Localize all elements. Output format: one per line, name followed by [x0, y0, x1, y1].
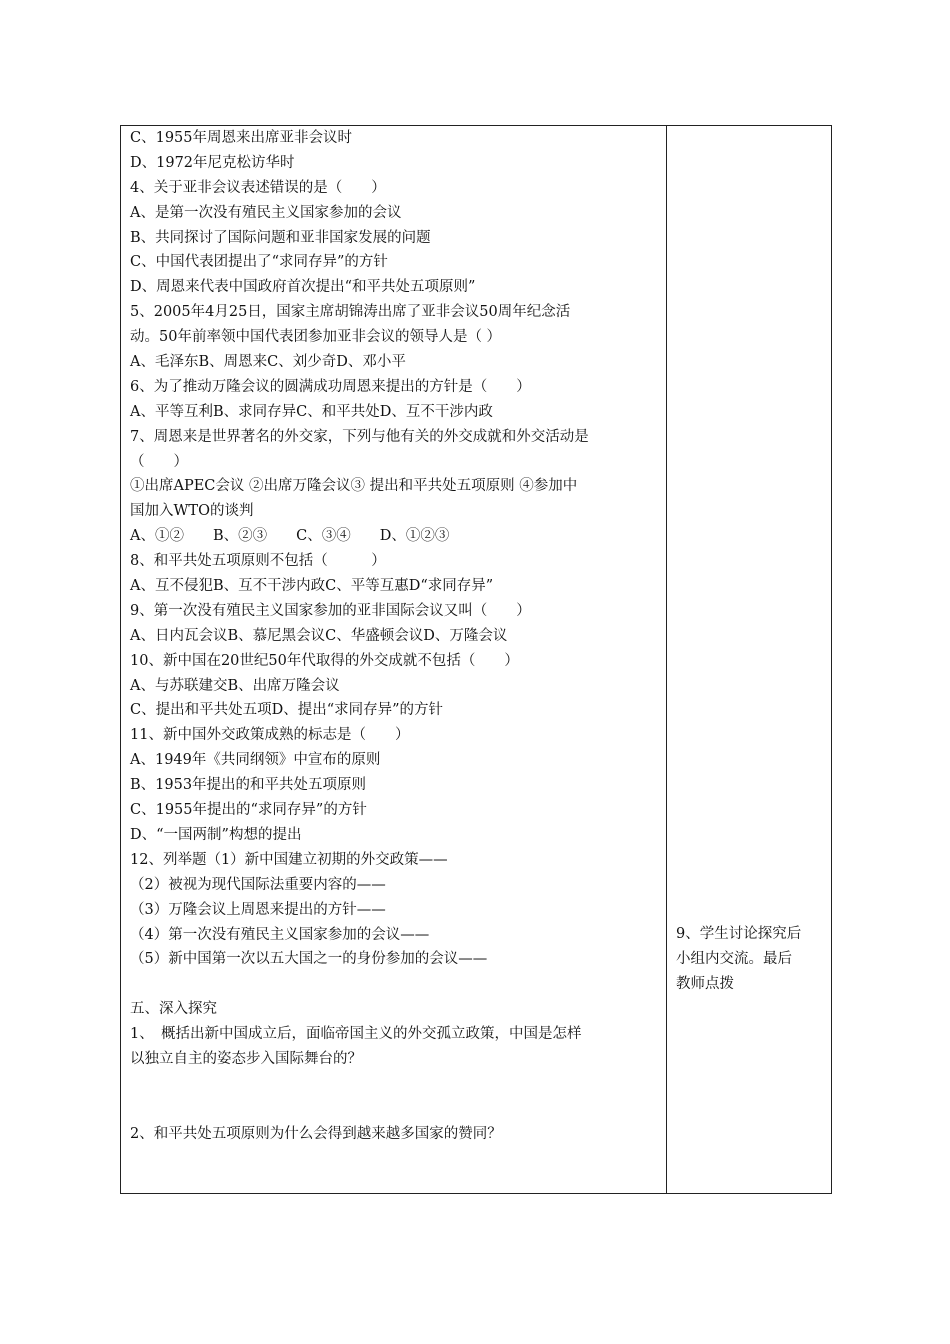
question-line: C、中国代表团提出了“求同存异”的方针 — [130, 254, 388, 271]
blank-line — [130, 972, 660, 997]
question-line: 五、深入探究 — [130, 1001, 217, 1018]
question-line: C、1955年提出的“求同存异”的方针 — [130, 802, 367, 819]
question-line: C、提出和平共处五项D、提出“求同存异”的方针 — [130, 702, 444, 719]
question-line: 11、新中国外交政策成熟的标志是（ ） — [130, 727, 410, 744]
question-line: B、1953年提出的和平共处五项原则 — [130, 777, 367, 794]
question-line: A、是第一次没有殖民主义国家参加的会议 — [130, 204, 402, 221]
blank-line — [130, 1072, 660, 1097]
question-line: 5、2005年4月25日，国家主席胡锦涛出席了亚非会议50周年纪念活 — [130, 304, 571, 321]
teacher-note-line: 9、学生讨论探究后 — [676, 926, 802, 942]
question-line: （ ） — [130, 453, 188, 470]
question-line: 2、和平共处五项原则为什么会得到越来越多国家的赞同？ — [130, 1125, 502, 1142]
question-line: D、1972年尼克松访华时 — [130, 154, 295, 171]
question-line: A、①② B、②③ C、③④ D、①②③ — [130, 528, 450, 545]
question-line: A、1949年《共同纲领》中宣布的原则 — [130, 752, 381, 769]
column-divider — [666, 126, 667, 1193]
question-line: 国加入WTO的谈判 — [130, 503, 254, 520]
blank-line — [130, 1097, 660, 1122]
question-line: 12、列举题（1）新中国建立初期的外交政策—— — [130, 851, 448, 868]
teacher-notes-column — [676, 922, 828, 997]
question-line: D、“一国两制”构想的提出 — [130, 826, 302, 843]
question-line: ①出席APEC会议 ②出席万隆会议③ 提出和平共处五项原则 ④参加中 — [130, 478, 578, 495]
question-line: 8、和平共处五项原则不包括（ ） — [130, 553, 386, 570]
question-line: （4）第一次没有殖民主义国家参加的会议—— — [130, 926, 430, 943]
question-line: D、周恩来代表中国政府首次提出“和平共处五项原则” — [130, 279, 476, 296]
questions-column — [130, 126, 660, 1147]
question-line: 9、第一次没有殖民主义国家参加的亚非国际会议又叫（ ） — [130, 602, 531, 619]
question-line: A、与苏联建交B、出席万隆会议 — [130, 677, 340, 694]
question-line: A、互不侵犯B、互不干涉内政C、平等互惠D“求同存异” — [130, 578, 494, 595]
question-line: 动。50年前率领中国代表团参加亚非会议的领导人是（ ） — [130, 329, 502, 346]
question-line: B、共同探讨了国际问题和亚非国家发展的问题 — [130, 229, 431, 246]
question-line: 6、为了推动万隆会议的圆满成功周恩来提出的方针是（ ） — [130, 378, 531, 395]
question-line: （5）新中国第一次以五大国之一的身份参加的会议—— — [130, 951, 488, 968]
question-line: （2）被视为现代国际法重要内容的—— — [130, 876, 386, 893]
teacher-note-line: 小组内交流。最后 — [676, 950, 792, 967]
question-line: C、1955年周恩来出席亚非会议时 — [130, 130, 352, 146]
question-line: A、平等互利B、求同存异C、和平共处D、互不干涉内政 — [130, 403, 493, 420]
question-line: 以独立自主的姿态步入国际舞台的？ — [130, 1050, 362, 1067]
question-line: 4、关于亚非会议表述错误的是（ ） — [130, 179, 386, 196]
lesson-table — [120, 125, 832, 1194]
question-line: （3）万隆会议上周恩来提出的方针—— — [130, 901, 386, 918]
question-line: 10、新中国在20世纪50年代取得的外交成就不包括（ ） — [130, 652, 519, 669]
teacher-note-line: 教师点拨 — [676, 975, 734, 992]
question-line: 7、周恩来是世界著名的外交家，下列与他有关的外交成就和外交活动是 — [130, 428, 589, 445]
question-line: 1、 概括出新中国成立后，面临帝国主义的外交孤立政策，中国是怎样 — [130, 1026, 582, 1043]
question-line: A、毛泽东B、周恩来C、刘少奇D、邓小平 — [130, 354, 406, 371]
question-line: A、日内瓦会议B、慕尼黑会议C、华盛顿会议D、万隆会议 — [130, 627, 508, 644]
